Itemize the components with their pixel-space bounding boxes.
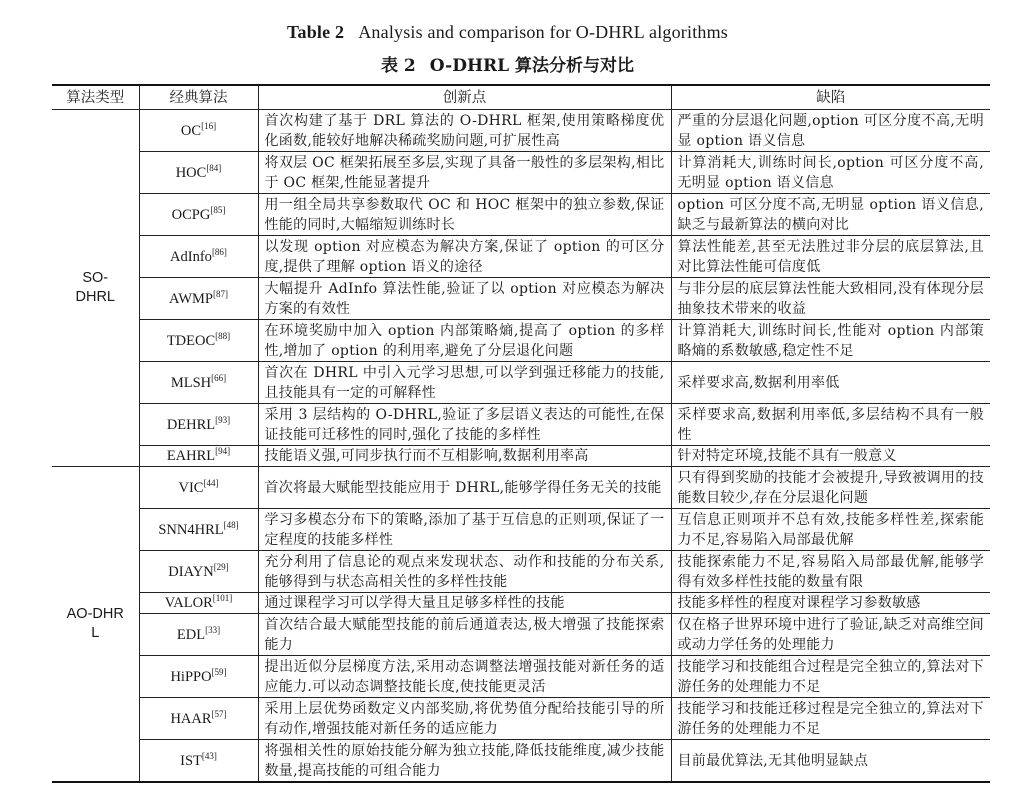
drawback-cell: 严重的分层退化问题,option 可区分度不高,无明显 option 语义信息: [671, 110, 990, 152]
citation-ref: [85]: [210, 204, 226, 215]
algorithm-cell: [139, 656, 258, 698]
algorithm-name: AWMP: [169, 290, 213, 307]
table-row: [52, 467, 990, 509]
innovation-cell: 首次将最大赋能型技能应用于 DHRL,能够学得任务无关的技能: [258, 467, 671, 509]
innovation-cell: 采用 3 层结构的 O-DHRL,验证了多层语义表达的可能性,在保证技能可迁移性的同时,强化了技能的多样性: [258, 404, 671, 446]
innovation-cell: 学习多模态分布下的策略,添加了基于互信息的正则项,保证了一定程度的技能多样性: [258, 509, 671, 551]
table-row: [52, 404, 990, 446]
drawback-cell: 与非分层的底层算法性能大致相同,没有体现分层抽象技术带来的收益: [671, 278, 990, 320]
drawback-cell: 目前最优算法,无其他明显缺点: [671, 740, 990, 783]
table-title-cn: O-DHRL 算法分析与对比: [429, 56, 635, 76]
algorithm-cell: [139, 614, 258, 656]
table-row: [52, 320, 990, 362]
innovation-cell: 用一组全局共享参数取代 OC 和 HOC 框架中的独立参数,保证性能的同时,大幅缩短训练时长: [258, 194, 671, 236]
algorithm-cell: [139, 404, 258, 446]
category-label-line: AO-DHR: [66, 606, 124, 622]
citation-ref: [101]: [212, 593, 233, 603]
innovation-cell: 采用上层优势函数定义内部奖励,将优势值分配给技能引导的所有动作,增强技能对新任务的适应能力: [258, 698, 671, 740]
algorithm-cell: [139, 593, 258, 614]
innovation-cell: 充分利用了信息论的观点来发现状态、动作和技能的分布关系,能够得到与状态高相关性的多样性技能: [258, 551, 671, 593]
innovation-cell: 在环境奖励中加入 option 内部策略熵,提高了 option 的多样性,增加了 option 的利用率,避免了分层退化问题: [258, 320, 671, 362]
drawback-cell: 计算消耗大,训练时间长,option 可区分度不高,无明显 option 语义信息: [671, 152, 990, 194]
algorithm-cell: [139, 320, 258, 362]
header-row: [52, 85, 990, 110]
header-drawback: 缺陷: [671, 85, 990, 110]
innovation-cell: 首次在 DHRL 中引入元学习思想,可以学到强迁移能力的技能,且技能具有一定的可解释性: [258, 362, 671, 404]
algorithm-name: HOC: [175, 164, 207, 181]
drawback-cell: option 可区分度不高,无明显 option 语义信息,缺乏与最新算法的横向对比: [671, 194, 990, 236]
citation-ref: [43]: [201, 750, 217, 761]
algorithm-name: TDEOC: [166, 332, 216, 349]
citation-ref: [48]: [223, 519, 239, 530]
innovation-cell: 提出近似分层梯度方法,采用动态调整法增强技能对新任务的适应能力.可以动态调整技能长度,使技能更灵活: [258, 656, 671, 698]
category-label-line: DHRL: [75, 289, 115, 305]
algorithm-name: HAAR: [170, 710, 212, 727]
innovation-cell: 将强相关性的原始技能分解为独立技能,降低技能维度,减少技能数量,提高技能的可组合能力: [258, 740, 671, 783]
table-row: [52, 740, 990, 783]
citation-ref: [66]: [211, 372, 227, 383]
table-row: [52, 593, 990, 614]
algorithm-cell: [139, 467, 258, 509]
drawback-cell: 算法性能差,甚至无法胜过非分层的底层算法,且对比算法性能可信度低: [671, 236, 990, 278]
table-row: [52, 236, 990, 278]
citation-ref: [93]: [215, 414, 231, 425]
innovation-cell: 将双层 OC 框架拓展至多层,实现了具备一般性的多层架构,相比于 OC 框架,性能显著提升: [258, 152, 671, 194]
drawback-cell: 采样要求高,数据利用率低,多层结构不具有一般性: [671, 404, 990, 446]
citation-ref: [59]: [211, 666, 227, 677]
algorithm-cell: [139, 236, 258, 278]
table-row: [52, 509, 990, 551]
drawback-cell: 计算消耗大,训练时间长,性能对 option 内部策略熵的系数敏感,稳定性不足: [671, 320, 990, 362]
category-cell: [52, 110, 139, 467]
citation-ref: [16]: [201, 120, 217, 131]
header-category: 算法类型: [52, 85, 139, 110]
header-innovation: 创新点: [258, 85, 671, 110]
algorithm-name: SNN4HRL: [158, 521, 224, 538]
drawback-cell: 针对特定环境,技能不具有一般意义: [671, 446, 990, 467]
algorithm-name: MLSH: [170, 374, 212, 391]
innovation-cell: 技能语义强,可同步执行而不互相影响,数据利用率高: [258, 446, 671, 467]
drawback-cell: 技能学习和技能组合过程是完全独立的,算法对下游任务的处理能力不足: [671, 656, 990, 698]
table-row: [52, 698, 990, 740]
innovation-cell: 首次构建了基于 DRL 算法的 O-DHRL 框架,使用策略梯度优化函数,能较好地解决稀疏奖励问题,可扩展性高: [258, 110, 671, 152]
algorithm-name: HiPPO: [170, 668, 212, 685]
algorithm-name: EDL: [176, 626, 206, 643]
header-algorithm: 经典算法: [139, 85, 258, 110]
drawback-cell: 技能多样性的程度对课程学习参数敏感: [671, 593, 990, 614]
table-row: [52, 110, 990, 152]
citation-ref: [88]: [215, 330, 231, 341]
algorithm-name: IST: [180, 752, 202, 769]
algorithm-cell: [139, 194, 258, 236]
citation-ref: [87]: [212, 288, 228, 299]
citation-ref: [94]: [215, 446, 231, 456]
drawback-cell: 技能学习和技能迁移过程是完全独立的,算法对下游任务的处理能力不足: [671, 698, 990, 740]
table-caption-en: [0, 22, 1015, 43]
citation-ref: [33]: [205, 624, 221, 635]
algorithm-cell: [139, 152, 258, 194]
table-title-en: Analysis and comparison for O-DHRL algorithms: [358, 22, 729, 42]
drawback-cell: 采样要求高,数据利用率低: [671, 362, 990, 404]
table-row: [52, 194, 990, 236]
table-row: [52, 551, 990, 593]
category-label-line: SO-: [82, 270, 109, 286]
algorithm-cell: [139, 278, 258, 320]
drawback-cell: 技能探索能力不足,容易陷入局部最优解,能够学得有效多样性技能的数量有限: [671, 551, 990, 593]
table-row: [52, 614, 990, 656]
algorithm-cell: [139, 110, 258, 152]
algorithm-name: OC: [180, 122, 202, 139]
category-cell: [52, 467, 139, 783]
table-row: [52, 362, 990, 404]
algorithm-cell: [139, 698, 258, 740]
citation-ref: [84]: [206, 162, 222, 173]
algorithm-cell: [139, 446, 258, 467]
table-row: [52, 152, 990, 194]
innovation-cell: 以发现 option 对应模态为解决方案,保证了 option 的可区分度,提供了理解 option 语义的途径: [258, 236, 671, 278]
drawback-cell: 只有得到奖励的技能才会被提升,导致被调用的技能数目较少,存在分层退化问题: [671, 467, 990, 509]
citation-ref: [29]: [213, 561, 229, 572]
algorithm-name: OCPG: [171, 206, 211, 223]
algorithm-name: DIAYN: [168, 563, 214, 580]
comparison-table: [52, 84, 990, 783]
algorithm-cell: [139, 509, 258, 551]
citation-ref: [86]: [211, 246, 227, 257]
algorithm-name: AdInfo: [170, 248, 212, 265]
drawback-cell: 互信息正则项并不总有效,技能多样性差,探索能力不足,容易陷入局部最优解: [671, 509, 990, 551]
algorithm-name: EAHRL: [166, 448, 216, 464]
algorithm-cell: [139, 362, 258, 404]
algorithm-name: DEHRL: [166, 416, 216, 433]
citation-ref: [57]: [211, 708, 227, 719]
table-row: [52, 278, 990, 320]
drawback-cell: 仅在格子世界环境中进行了验证,缺乏对高维空间或动力学任务的处理能力: [671, 614, 990, 656]
innovation-cell: 大幅提升 AdInfo 算法性能,验证了以 option 对应模态为解决方案的有效性: [258, 278, 671, 320]
algorithm-name: VALOR: [164, 595, 213, 611]
innovation-cell: 通过课程学习可以学得大量且足够多样性的技能: [258, 593, 671, 614]
table-caption-cn: [0, 51, 1015, 76]
citation-ref: [44]: [203, 477, 219, 488]
algorithm-cell: [139, 551, 258, 593]
category-label-line: L: [91, 625, 100, 641]
table-row: [52, 656, 990, 698]
algorithm-name: VIC: [178, 479, 204, 496]
table-row: [52, 446, 990, 467]
innovation-cell: 首次结合最大赋能型技能的前后通道表达,极大增强了技能探索能力: [258, 614, 671, 656]
algorithm-cell: [139, 740, 258, 783]
table-label-en: Table 2: [286, 22, 345, 42]
table-body: [52, 110, 990, 783]
table-label-cn: 表 2: [380, 56, 416, 76]
